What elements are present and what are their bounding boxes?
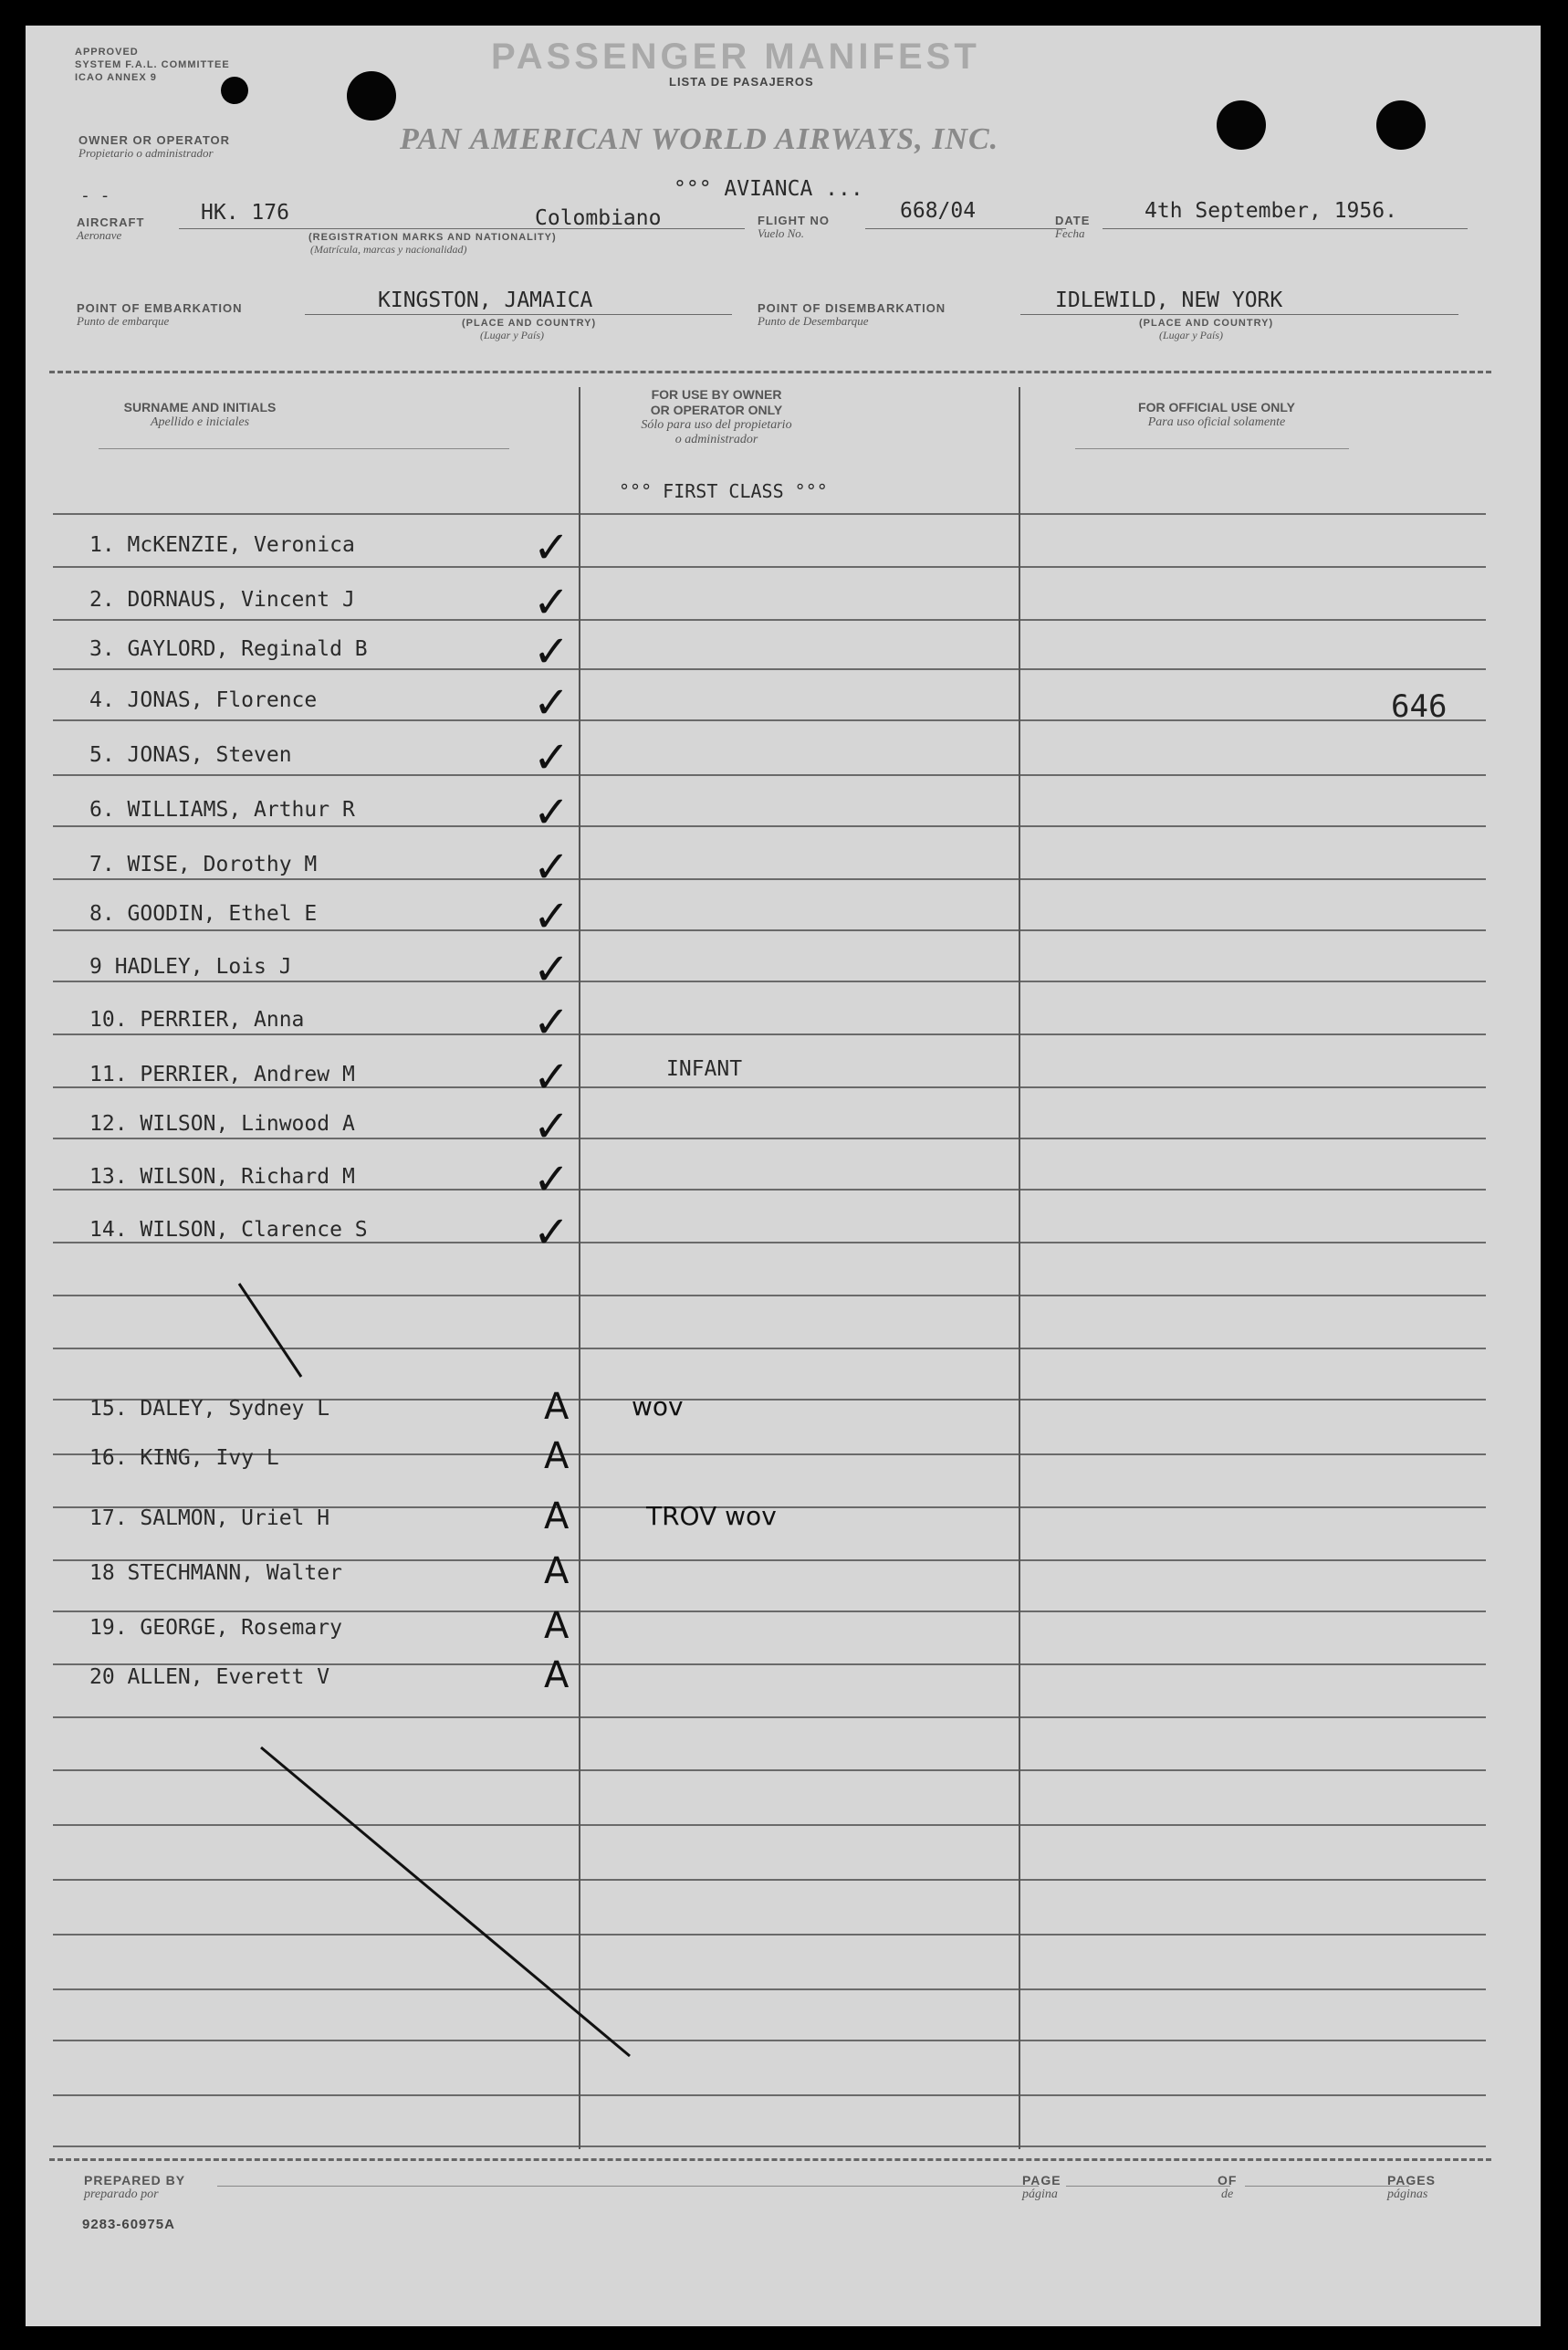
check-mark: ✓ [533,522,570,573]
passenger-note: INFANT [666,1057,743,1081]
passenger-note: wov [632,1391,684,1422]
flight-label-es: Vuelo No. [758,226,805,240]
handwritten-a-mark: A [544,1435,570,1477]
disembarkation-label: POINT OF DISEMBARKATION [758,301,946,315]
passenger-name: 5. JONAS, Steven [89,743,292,767]
nationality-value: Colombiano [535,206,662,230]
of-label-es: de [1221,2187,1234,2201]
check-mark: ✓ [533,891,570,942]
column-head-official-text: FOR OFFICIAL USE ONLY [1138,400,1295,414]
prepared-label-es: preparado por [84,2187,159,2201]
passenger-name: 7. WISE, Dorothy M [89,853,318,876]
aircraft-label-es: Aeronave [77,228,122,242]
strike-lines [26,26,1541,2326]
column-head-operator-line1: FOR USE BY OWNER [651,387,782,402]
flight-label: FLIGHT NO [758,214,831,227]
pages-label: PAGES [1387,2173,1436,2187]
approved-line-3: ICAO ANNEX 9 [75,72,157,83]
form-title: PASSENGER MANIFEST [491,37,980,77]
disembarkation-label-es: Punto de Desembarque [758,314,869,328]
disembarkation-value: IDLEWILD, NEW YORK [1055,289,1283,312]
column-head-surname-es: Apellido e iniciales [150,415,250,429]
passenger-name: 17. SALMON, Uriel H [89,1506,330,1530]
check-mark: ✓ [533,997,570,1048]
of-label: OF [1218,2173,1238,2187]
approved-line-2: SYSTEM F.A.L. COMMITTEE [75,59,230,70]
disembark-place-caption: (PLACE AND COUNTRY) [1139,318,1274,329]
embarkation-value: KINGSTON, JAMAICA [378,289,593,312]
approved-line-1: APPROVED [75,47,139,58]
passenger-name: 18 STECHMANN, Walter [89,1561,342,1585]
check-mark: ✓ [533,577,570,628]
embark-place-caption-es: (Lugar y País) [480,329,544,341]
airline-name: PAN AMERICAN WORLD AIRWAYS, INC. [400,122,999,156]
passenger-note: TROV wov [646,1501,777,1531]
handwritten-a-mark: A [544,1654,570,1696]
check-mark: ✓ [533,1052,570,1103]
passenger-name: 10. PERRIER, Anna [89,1008,305,1032]
check-mark: ✓ [533,787,570,838]
operator-typed: °°° AVIANCA ... [674,177,863,201]
registration-value: HK. 176 [201,201,289,225]
handwritten-a-mark: A [544,1605,570,1647]
passenger-name: 6. WILLIAMS, Arthur R [89,798,355,822]
handwritten-a-mark: A [544,1495,570,1537]
embark-place-caption: (PLACE AND COUNTRY) [462,318,597,329]
handwritten-a-mark: A [544,1386,570,1428]
passenger-name: 9 HADLEY, Lois J [89,955,292,979]
check-mark: ✓ [533,944,570,995]
strike-line-1 [239,1284,301,1377]
check-mark: ✓ [533,1101,570,1152]
embarkation-label-es: Punto de embarque [77,314,170,328]
check-mark: ✓ [533,732,570,783]
column-head-operator-line2: OR OPERATOR ONLY [650,403,783,417]
column-head-operator-es2: o administrador [674,433,758,446]
passenger-name: 15. DALEY, Sydney L [89,1397,330,1421]
flight-number-value: 668/04 [900,199,977,223]
date-value: 4th September, 1956. [1145,199,1397,223]
manifest-sheet [26,26,1541,2326]
footer-dashed-rule [49,2158,1491,2161]
check-mark: ✓ [533,1207,570,1258]
check-mark: ✓ [533,626,570,677]
embarkation-label: POINT OF EMBARKATION [77,301,243,315]
form-number: 9283-60975A [82,2217,175,2232]
check-mark: ✓ [533,1154,570,1205]
date-label: DATE [1055,214,1091,227]
date-label-es: Fecha [1055,226,1085,240]
check-mark: ✓ [533,842,570,893]
passenger-name: 14. WILSON, Clarence S [89,1218,368,1242]
passenger-name: 19. GEORGE, Rosemary [89,1616,342,1640]
owner-label-es: Propietario o administrador [78,146,214,160]
strike-line-2 [261,1747,630,2056]
handwritten-a-mark: A [544,1550,570,1592]
aircraft-label: AIRCRAFT [77,215,145,229]
passenger-name: 12. WILSON, Linwood A [89,1112,355,1136]
passenger-name: 1. McKENZIE, Veronica [89,533,355,557]
column-head-official-es: Para uso oficial solamente [1147,415,1286,429]
passenger-name: 2. DORNAUS, Vincent J [89,588,355,612]
page-label: PAGE [1022,2173,1061,2187]
disembark-place-caption-es: (Lugar y País) [1159,329,1223,341]
page-label-es: página [1022,2187,1058,2201]
column-head-operator-es1: Sólo para uso del propietario [641,418,792,432]
form-title-es: LISTA DE PASAJEROS [669,75,814,89]
passenger-name: 8. GOODIN, Ethel E [89,902,318,926]
prepared-label: PREPARED BY [84,2173,186,2187]
check-mark: ✓ [533,677,570,729]
passenger-name: 20 ALLEN, Everett V [89,1665,330,1689]
pages-label-es: páginas [1387,2187,1428,2201]
passenger-name: 4. JONAS, Florence [89,688,318,712]
dash-mark: - - [80,186,110,205]
passenger-name: 11. PERRIER, Andrew M [89,1063,355,1086]
column-head-surname-text: SURNAME AND INITIALS [123,400,277,414]
class-label: °°° FIRST CLASS °°° [619,480,828,502]
passenger-name: 3. GAYLORD, Reginald B [89,637,368,661]
passenger-name: 13. WILSON, Richard M [89,1165,355,1189]
registration-caption-es: (Matrícula, marcas y nacionalidad) [310,243,467,256]
passenger-name: 16. KING, Ivy L [89,1446,279,1470]
registration-caption: (REGISTRATION MARKS AND NATIONALITY) [308,232,557,243]
official-note: 646 [1391,688,1448,725]
owner-label: OWNER OR OPERATOR [78,133,231,147]
